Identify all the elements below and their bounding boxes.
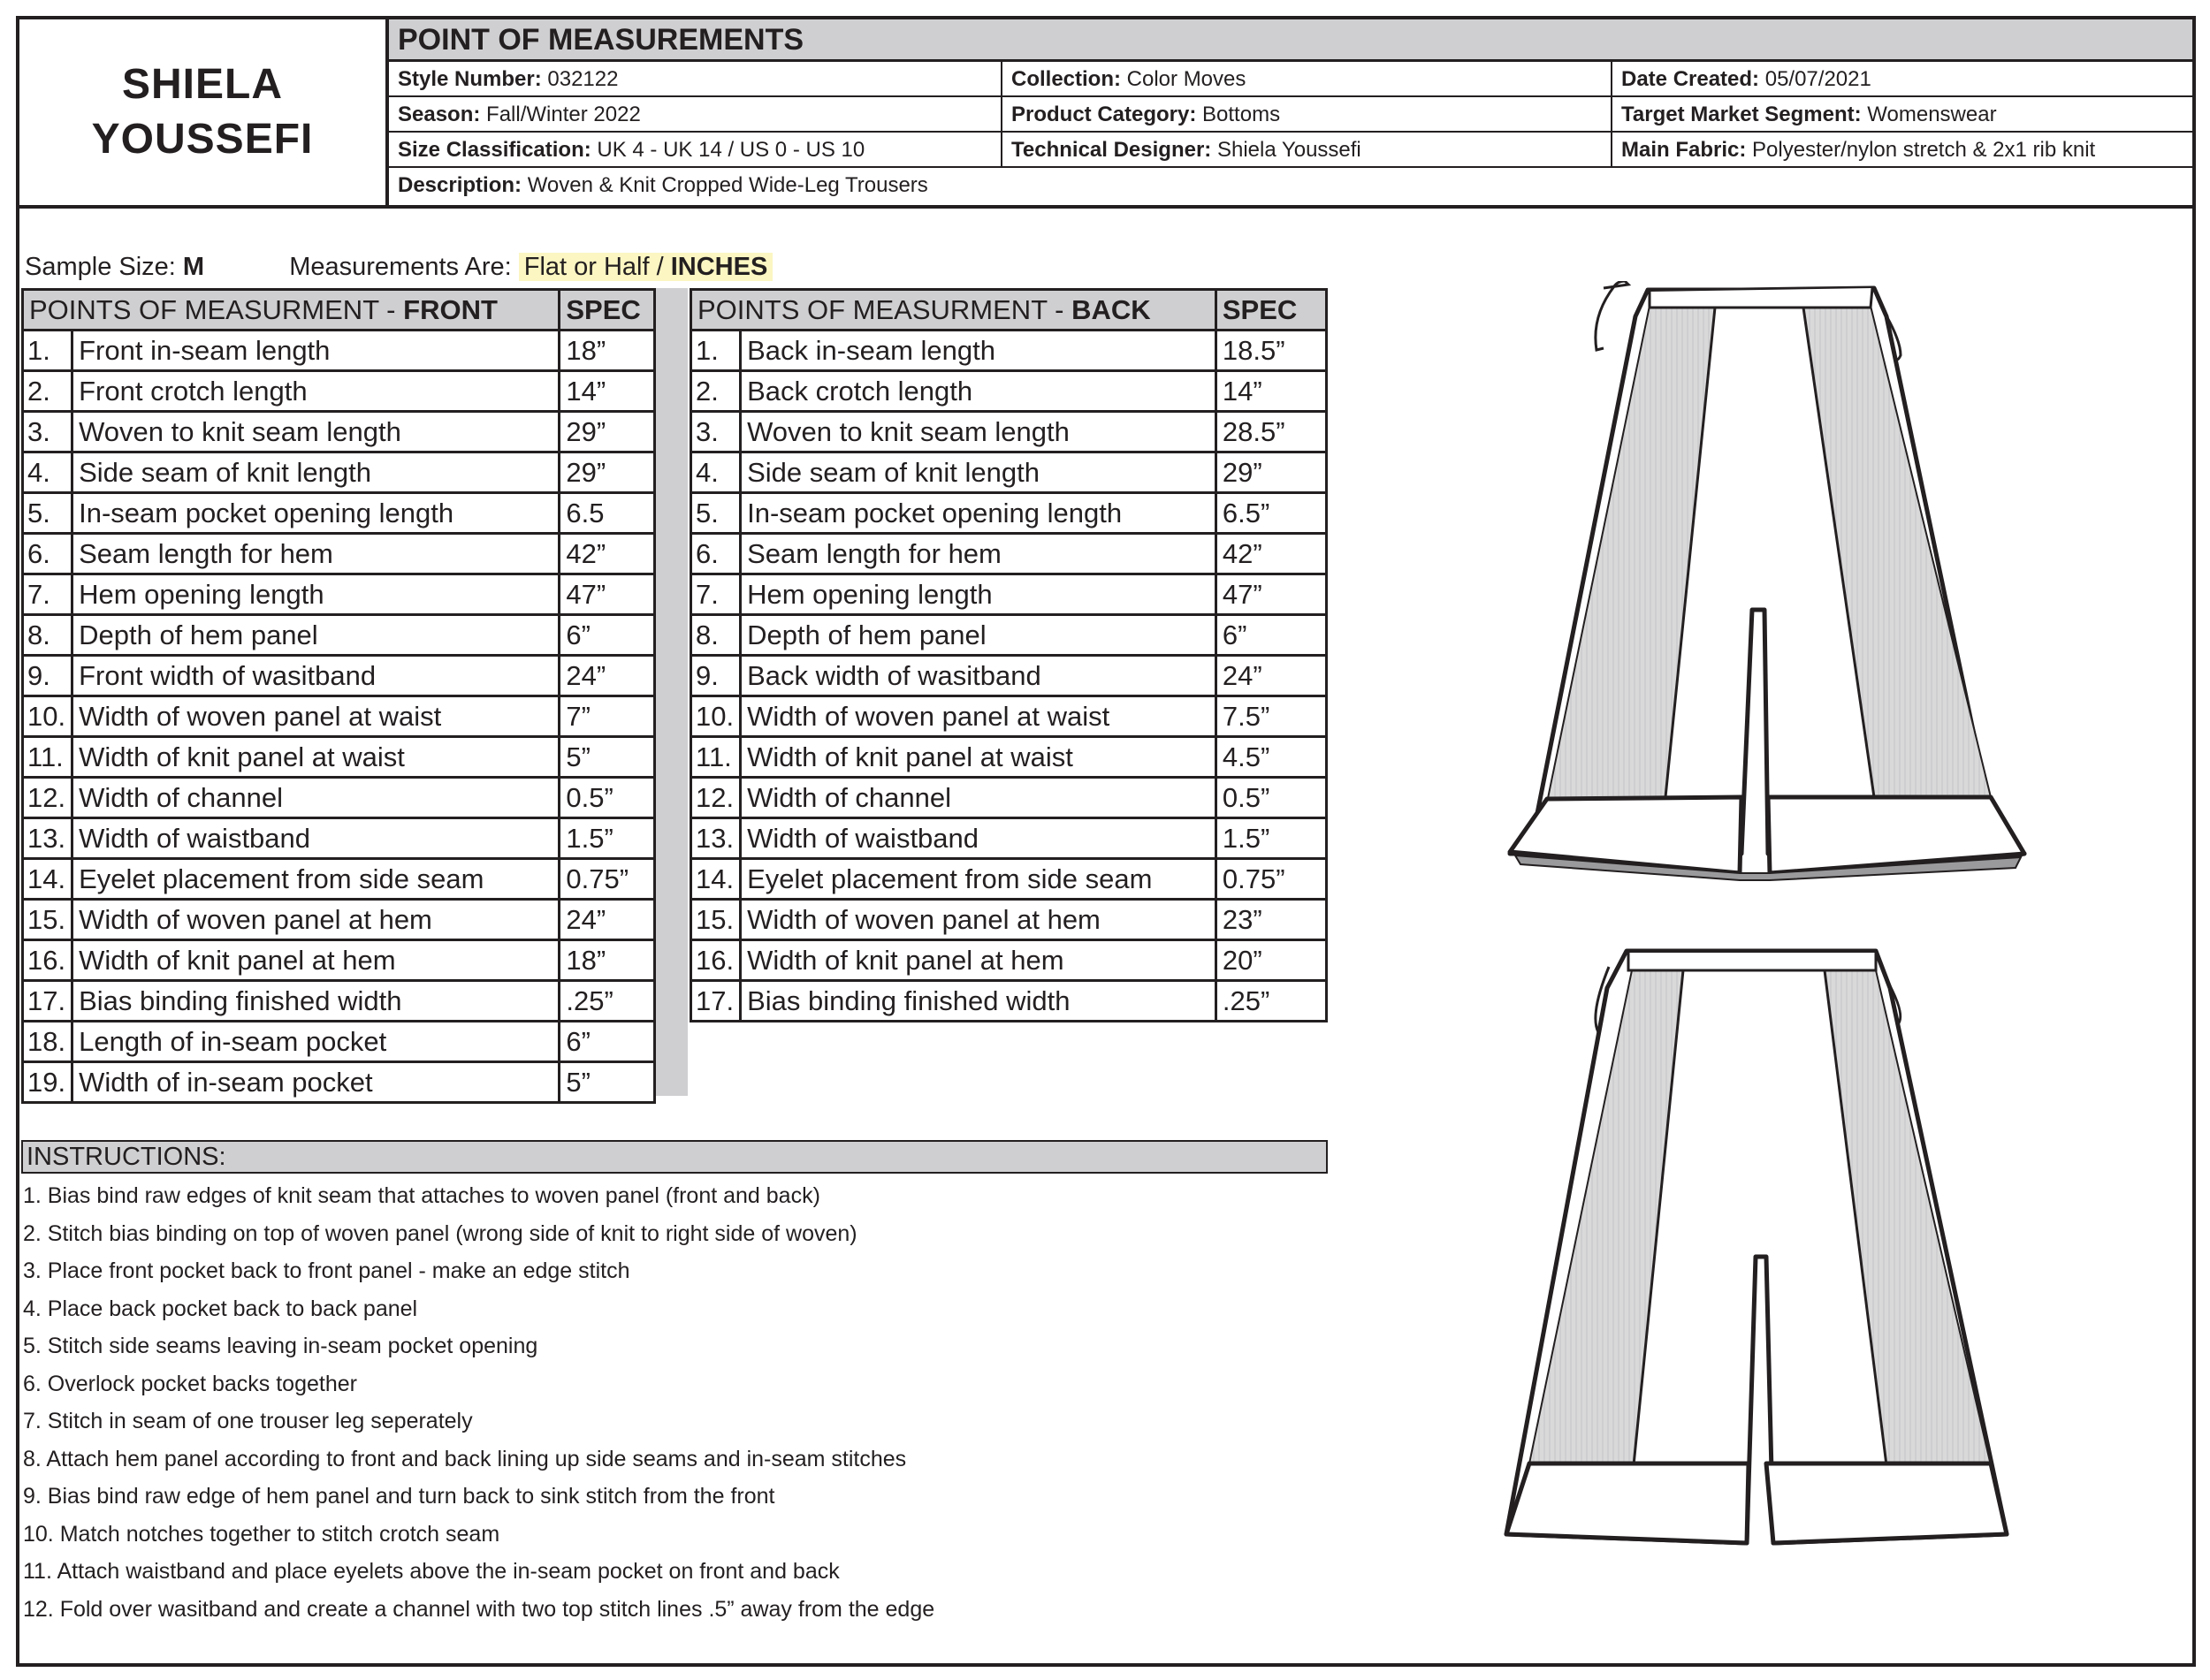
measurement-label: Width of waistband	[741, 818, 1216, 859]
measurement-label: Width of channel	[72, 778, 560, 818]
row-number: 17.	[691, 981, 741, 1022]
spec-value: 7”	[560, 696, 655, 737]
measurement-label: Length of in-seam pocket	[72, 1022, 560, 1062]
row-number: 9.	[691, 656, 741, 696]
row-number: 12.	[691, 778, 741, 818]
instruction-item: 2. Stitch bias binding on top of woven panel (wrong side of knit to right side of woven)	[23, 1220, 857, 1246]
header-row	[389, 62, 2192, 97]
back-measurements-table	[690, 288, 1328, 1022]
measurement-label: Width of woven panel at hem	[741, 900, 1216, 940]
measurement-label: Bias binding finished width	[741, 981, 1216, 1022]
table-row	[691, 493, 1327, 534]
table-row	[691, 981, 1327, 1022]
table-row	[691, 737, 1327, 778]
brand-line-1: SHIELA	[121, 61, 283, 108]
spec-value: 0.75”	[560, 859, 655, 900]
row-number: 18.	[23, 1022, 72, 1062]
back-table-header: POINTS OF MEASURMENT - BACK	[691, 290, 1216, 331]
measurement-label: Woven to knit seam length	[741, 412, 1216, 452]
row-number: 8.	[23, 615, 72, 656]
row-number: 10.	[23, 696, 72, 737]
row-number: 15.	[23, 900, 72, 940]
spec-value: 24”	[1216, 656, 1326, 696]
row-number: 7.	[691, 574, 741, 615]
table-row	[23, 371, 655, 412]
spec-value: 42”	[1216, 534, 1326, 574]
spec-value: 6”	[560, 1022, 655, 1062]
table-row	[23, 331, 655, 371]
row-number: 11.	[691, 737, 741, 778]
table-row	[691, 818, 1327, 859]
spec-value: 23”	[1216, 900, 1326, 940]
spec-value: .25”	[1216, 981, 1326, 1022]
row-number: 17.	[23, 981, 72, 1022]
instruction-item: 1. Bias bind raw edges of knit seam that attaches to woven panel (front and back)	[23, 1183, 820, 1208]
table-row	[691, 534, 1327, 574]
spec-value: 14”	[1216, 371, 1326, 412]
row-number: 11.	[23, 737, 72, 778]
brand-box	[19, 19, 389, 209]
spec-value: 1.5”	[560, 818, 655, 859]
front-table-header: POINTS OF MEASURMENT - FRONT	[23, 290, 560, 331]
row-number: 4.	[23, 452, 72, 493]
row-number: 13.	[691, 818, 741, 859]
measurement-label: Width of waistband	[72, 818, 560, 859]
main-fabric: Main Fabric: Polyester/nylon stretch & 2x1 rib knit	[1611, 133, 2192, 168]
spec-value: 24”	[560, 900, 655, 940]
spec-value: 6.5”	[1216, 493, 1326, 534]
row-number: 13.	[23, 818, 72, 859]
spec-value: 47”	[1216, 574, 1326, 615]
measurement-label: Hem opening length	[741, 574, 1216, 615]
description: Description: Woven & Knit Cropped Wide-Leg Trousers	[398, 173, 928, 197]
table-row	[23, 493, 655, 534]
table-row	[23, 981, 655, 1022]
measurement-label: In-seam pocket opening length	[72, 493, 560, 534]
instruction-item: 10. Match notches together to stitch crotch seam	[23, 1521, 500, 1547]
measurement-label: Width of knit panel at waist	[741, 737, 1216, 778]
table-row	[23, 778, 655, 818]
row-number: 8.	[691, 615, 741, 656]
instruction-item: 12. Fold over wasitband and create a channel with two top stitch lines .5” away from the edge	[23, 1596, 935, 1622]
row-number: 6.	[23, 534, 72, 574]
table-row	[23, 818, 655, 859]
technical-designer: Technical Designer: Shiela Youssefi	[1001, 133, 1611, 168]
table-row	[691, 656, 1327, 696]
measurement-label: Width of woven panel at hem	[72, 900, 560, 940]
row-number: 2.	[23, 371, 72, 412]
header-row	[389, 97, 2192, 133]
table-row	[23, 940, 655, 981]
row-number: 1.	[691, 331, 741, 371]
spec-value: 14”	[560, 371, 655, 412]
instructions-list	[23, 1177, 1331, 1628]
measurement-label: Depth of hem panel	[72, 615, 560, 656]
table-row	[23, 452, 655, 493]
measurement-label: Width of in-seam pocket	[72, 1062, 560, 1103]
spec-value: 29”	[1216, 452, 1326, 493]
row-number: 12.	[23, 778, 72, 818]
row-number: 19.	[23, 1062, 72, 1103]
table-header-row	[23, 290, 655, 331]
instruction-item: 4. Place back pocket back to back panel	[23, 1296, 418, 1321]
measurement-label: Front in-seam length	[72, 331, 560, 371]
instruction-item: 5. Stitch side seams leaving in-seam pocket opening	[23, 1334, 538, 1358]
table-separator	[656, 288, 688, 1096]
instruction-item: 6. Overlock pocket backs together	[23, 1371, 357, 1396]
measurement-label: Width of knit panel at hem	[72, 940, 560, 981]
back-spec-header: SPEC	[1216, 290, 1326, 331]
spec-value: 18.5”	[1216, 331, 1326, 371]
measurement-label: Front width of wasitband	[72, 656, 560, 696]
table-row	[691, 452, 1327, 493]
table-row	[23, 900, 655, 940]
spec-value: 29”	[560, 452, 655, 493]
header-row	[389, 168, 2192, 203]
table-row	[23, 412, 655, 452]
row-number: 5.	[691, 493, 741, 534]
front-spec-header: SPEC	[560, 290, 655, 331]
front-measurements-table	[21, 288, 656, 1104]
row-number: 1.	[23, 331, 72, 371]
front-trouser-sketch	[1510, 281, 2024, 880]
product-category: Product Category: Bottoms	[1001, 97, 1611, 133]
spec-value: 29”	[560, 412, 655, 452]
row-number: 9.	[23, 656, 72, 696]
brand-line-2: YOUSSEFI	[91, 116, 314, 163]
table-row	[23, 534, 655, 574]
measurement-label: Width of knit panel at waist	[72, 737, 560, 778]
table-row	[23, 859, 655, 900]
sample-size-value: M	[182, 253, 205, 281]
measurement-label: Eyelet placement from side seam	[741, 859, 1216, 900]
spec-value: 5”	[560, 1062, 655, 1103]
instruction-item: 8. Attach hem panel according to front and back lining up side seams and in-seam stitches	[23, 1446, 907, 1471]
spec-value: 0.75”	[1216, 859, 1326, 900]
spec-value: .25”	[560, 981, 655, 1022]
measurement-label: Hem opening length	[72, 574, 560, 615]
measurement-label: Front crotch length	[72, 371, 560, 412]
row-number: 15.	[691, 900, 741, 940]
measurement-label: Width of knit panel at hem	[741, 940, 1216, 981]
row-number: 3.	[691, 412, 741, 452]
measurement-label: Back crotch length	[741, 371, 1216, 412]
table-row	[23, 656, 655, 696]
measurement-label: Width of woven panel at waist	[72, 696, 560, 737]
row-number: 3.	[23, 412, 72, 452]
table-row	[691, 900, 1327, 940]
row-number: 2.	[691, 371, 741, 412]
table-header-row	[691, 290, 1327, 331]
collection: Collection: Color Moves	[1001, 62, 1611, 97]
measurement-label: Back width of wasitband	[741, 656, 1216, 696]
page-title: POINT OF MEASUREMENTS	[389, 19, 2192, 62]
season: Season: Fall/Winter 2022	[398, 103, 641, 126]
header-row	[389, 133, 2192, 168]
target-market: Target Market Segment: Womenswear	[1611, 97, 2192, 133]
spec-value: 0.5”	[1216, 778, 1326, 818]
measurement-label: Bias binding finished width	[72, 981, 560, 1022]
table-row	[23, 696, 655, 737]
instructions-title: INSTRUCTIONS:	[21, 1140, 1328, 1174]
back-trouser-sketch	[1506, 951, 2007, 1543]
table-row	[23, 615, 655, 656]
spec-value: 18”	[560, 940, 655, 981]
row-number: 14.	[23, 859, 72, 900]
table-row	[691, 940, 1327, 981]
spec-value: 7.5”	[1216, 696, 1326, 737]
sample-size-line	[25, 249, 773, 285]
spec-value: 1.5”	[1216, 818, 1326, 859]
measurement-label: Width of woven panel at waist	[741, 696, 1216, 737]
size-classification: Size Classification: UK 4 - UK 14 / US 0 - US 10	[398, 138, 865, 162]
spec-value: 0.5”	[560, 778, 655, 818]
table-row	[691, 696, 1327, 737]
measurement-label: Width of channel	[741, 778, 1216, 818]
row-number: 16.	[23, 940, 72, 981]
brand-name	[92, 57, 314, 167]
measurement-label: In-seam pocket opening length	[741, 493, 1216, 534]
table-row	[691, 574, 1327, 615]
measurements-label: Measurements Are:	[289, 253, 512, 281]
measurements-value: Flat or Half / INCHES	[519, 253, 774, 281]
measurement-label: Depth of hem panel	[741, 615, 1216, 656]
measurement-label: Side seam of knit length	[72, 452, 560, 493]
date-created: Date Created: 05/07/2021	[1611, 62, 2192, 97]
row-number: 10.	[691, 696, 741, 737]
measurement-label: Eyelet placement from side seam	[72, 859, 560, 900]
spec-value: 4.5”	[1216, 737, 1326, 778]
spec-value: 18”	[560, 331, 655, 371]
spec-value: 6”	[560, 615, 655, 656]
measurement-label: Seam length for hem	[72, 534, 560, 574]
table-row	[691, 412, 1327, 452]
measurement-label: Woven to knit seam length	[72, 412, 560, 452]
spec-value: 24”	[560, 656, 655, 696]
table-row	[691, 778, 1327, 818]
table-row	[23, 1022, 655, 1062]
row-number: 14.	[691, 859, 741, 900]
instruction-item: 11. Attach waistband and place eyelets above the in-seam pocket on front and back	[23, 1559, 840, 1584]
table-row	[691, 615, 1327, 656]
spec-value: 6.5	[560, 493, 655, 534]
spec-value: 28.5”	[1216, 412, 1326, 452]
row-number: 7.	[23, 574, 72, 615]
table-row	[23, 737, 655, 778]
sample-size-label: Sample Size:	[25, 253, 176, 281]
instruction-item: 9. Bias bind raw edge of hem panel and turn back to sink stitch from the front	[23, 1484, 775, 1509]
row-number: 4.	[691, 452, 741, 493]
style-number: Style Number: 032122	[398, 67, 619, 91]
header-block	[389, 19, 2192, 209]
spec-value: 5”	[560, 737, 655, 778]
spec-value: 42”	[560, 534, 655, 574]
table-row	[23, 1062, 655, 1103]
spec-value: 47”	[560, 574, 655, 615]
table-row	[691, 371, 1327, 412]
row-number: 6.	[691, 534, 741, 574]
measurement-label: Back in-seam length	[741, 331, 1216, 371]
table-row	[691, 859, 1327, 900]
row-number: 16.	[691, 940, 741, 981]
spec-value: 20”	[1216, 940, 1326, 981]
table-row	[691, 331, 1327, 371]
row-number: 5.	[23, 493, 72, 534]
measurement-label: Side seam of knit length	[741, 452, 1216, 493]
trouser-sketches	[1494, 281, 2042, 1554]
measurement-label: Seam length for hem	[741, 534, 1216, 574]
table-row	[23, 574, 655, 615]
instruction-item: 7. Stitch in seam of one trouser leg seperately	[23, 1409, 473, 1433]
spec-value: 6”	[1216, 615, 1326, 656]
instruction-item: 3. Place front pocket back to front panel - make an edge stitch	[23, 1258, 630, 1283]
